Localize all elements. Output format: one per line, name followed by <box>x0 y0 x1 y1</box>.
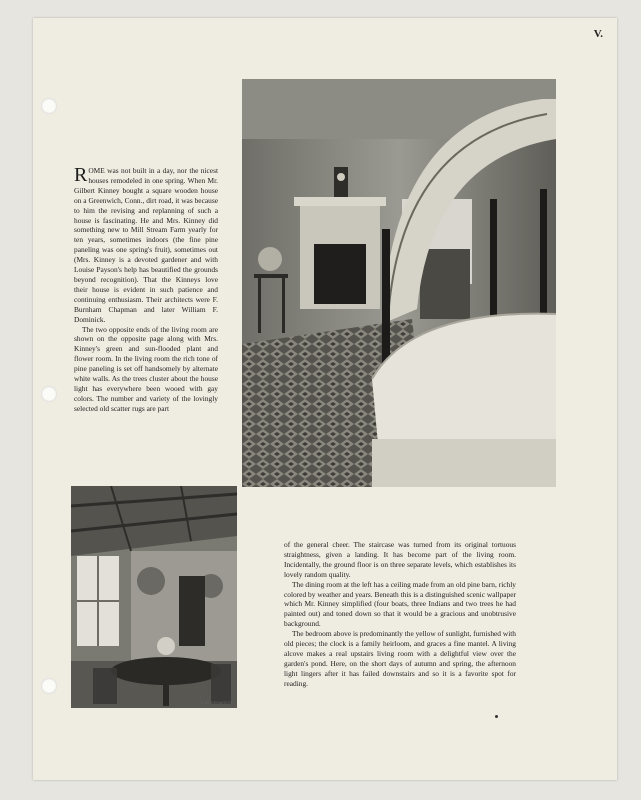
living-room-paragraph: The two opposite ends of the living room are shown on the opposite page along with Mrs. Kinney's green and sun-flooded plant and flower room. In the living room the rich tone of pine paneling is set off handsomely by alternate white walls. As the trees cluster about the house light has everywhere been wooed with gay colors. The number and variety of the lovingly selected old scatter rugs are part <box>74 324 218 413</box>
intro-paragraph <box>74 166 218 325</box>
cheer-paragraph: of the general cheer. The staircase was turned from its original tortuous straightness, given a landing. It has become part of the living room. Incidentally, the ground floor is on three separate levels, which establishes its lovely random quality. <box>284 540 516 579</box>
bedroom-photo-image <box>242 79 556 487</box>
magazine-page <box>33 18 617 780</box>
bedroom-paragraph: The bedroom above is predominantly the yellow of sunlight, furnished with old pieces; the clock is a family heirloom, and graces a fine mantel. A living alcove makes a real upstairs living room with a delightful view over the garden's pond. Here, on the short days of autumn and spring, the afternoon light lingers after it has failed downstairs and so it is a favorite spot for reading. <box>284 629 516 688</box>
end-mark <box>495 715 498 718</box>
binder-hole-middle <box>41 386 57 402</box>
dining-room-photo-image <box>71 486 237 708</box>
dining-room-paragraph: The dining room at the left has a ceiling made from an old pine barn, richly colored by weather and years. Beneath this is a distinguished scenic wallpaper which Mr. Kinney simplified (four boats, three Indians and two trees he had painted out) and toned down so that it would be a gracious and unobtrusive background. <box>284 579 516 629</box>
binder-hole-bottom <box>41 678 57 694</box>
dining-room-photo <box>71 486 237 708</box>
binder-hole-top <box>41 98 57 114</box>
page-letter: V. <box>593 28 603 40</box>
photo-credit: F. M. DEMAREST <box>201 700 234 705</box>
article-text-right <box>284 540 516 689</box>
bedroom-photo <box>242 79 556 487</box>
intro-paragraph-text: OME was not built in a day, nor the nicest houses remodeled in one spring. When Mr. Gilbert Kinney bought a square wooden house on a Greenwich, Conn., dirt road, it was because to him the revising and replanning of such a house is fascinating. He and Mrs. Kinney did something new to Mill Stream Farm yearly for ten years, sometimes indoors (the fine pine paneling was one spring's fruit), sometimes out (Mrs. Kinney is a devoted gardener and with Louise Payson's help has beautified the grounds beyond recognition). That the Kinneys love their house is evident in such patience and continuing enthusiasm. Their architects were F. Burnham Chapman and later William F. Dominick. <box>74 166 218 324</box>
article-text-left <box>74 166 218 414</box>
drop-cap: R <box>74 164 88 186</box>
